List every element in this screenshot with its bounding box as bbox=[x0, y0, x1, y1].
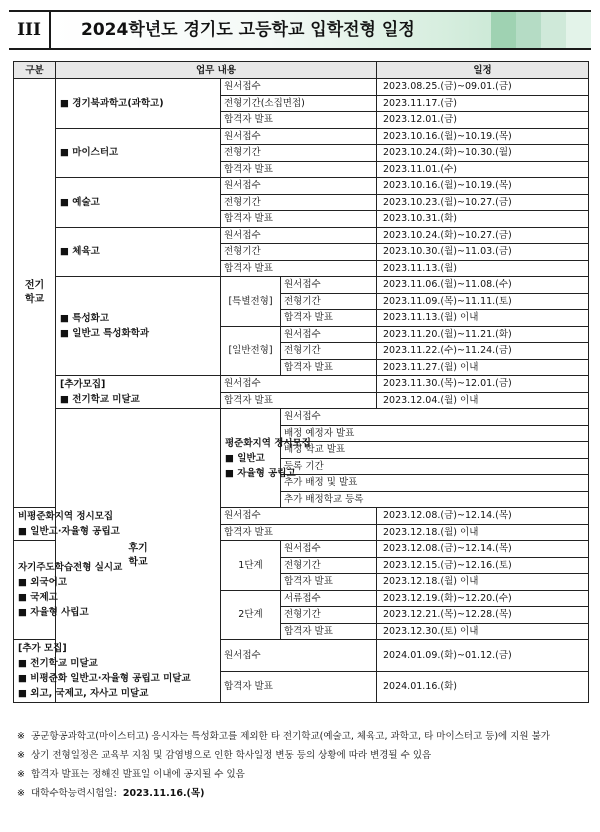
task-cell: 전형기간(소집면접) bbox=[221, 95, 377, 112]
title-stripe bbox=[566, 12, 591, 48]
date-cell: 2023.11.06.(월)~11.08.(수) bbox=[377, 277, 589, 294]
date-cell: 2023.12.01.(금) bbox=[377, 112, 589, 129]
date-cell: 2023.12.30.(토) 이내 bbox=[377, 623, 589, 640]
group-label bbox=[14, 541, 123, 640]
date-cell: 2023.12.18.(월) 이내 bbox=[377, 524, 589, 541]
task-cell: 원서접수 bbox=[281, 277, 377, 294]
group-label-line: ■ 일반고 bbox=[225, 452, 265, 464]
date-cell: 2023.10.31.(화) bbox=[377, 211, 589, 228]
group-label bbox=[56, 277, 221, 376]
date-cell: 2023.10.24.(화)~10.30.(월) bbox=[377, 145, 589, 162]
group-label-line: ■ 외고, 국제고, 자사고 미달교 bbox=[18, 688, 149, 699]
group-label-line: 평준화지역 정시모집 bbox=[225, 437, 311, 449]
task-cell: 합격자 발표 bbox=[221, 161, 377, 178]
date-cell: 2023.11.09.(목)~11.11.(토) bbox=[377, 293, 589, 310]
group-label-line: ■ 예술고 bbox=[60, 196, 100, 208]
date-cell: 2023.10.23.(월)~10.27.(금) bbox=[377, 194, 589, 211]
date-cell: 2023.11.13.(월) bbox=[377, 260, 589, 277]
date-cell: 2023.11.22.(수)~11.24.(금) bbox=[377, 343, 589, 360]
date-cell: 2023.11.13.(월) 이내 bbox=[377, 310, 589, 327]
group-label bbox=[56, 79, 221, 129]
col-header-date: 일정 bbox=[377, 62, 589, 79]
date-cell: 2023.11.01.(수) bbox=[377, 161, 589, 178]
date-cell: 2023.12.15.(금)~12.16.(토) bbox=[377, 557, 589, 574]
note-item: ※ 공군항공과학고(마이스터고) 응시자는 특성화고를 제외한 타 전기학교(예술고, 체육고, 과학고, 타 마이스터고 등)에 지원 불가 bbox=[17, 731, 550, 742]
title-stripes bbox=[491, 12, 591, 48]
task-cell: 합격자 발표 bbox=[221, 211, 377, 228]
date-cell: 2023.10.30.(월)~11.03.(금) bbox=[377, 244, 589, 261]
task-cell: 원서접수 bbox=[221, 128, 377, 145]
task-cell: 합격자 발표 bbox=[221, 524, 377, 541]
group-label-line: ■ 마이스터고 bbox=[60, 147, 119, 159]
date-cell: 2023.12.08.(금)~12.14.(목) bbox=[377, 541, 589, 558]
date-cell: 2024.01.09.(화)~01.12.(금) bbox=[377, 640, 589, 672]
group-label bbox=[56, 227, 221, 277]
date-cell: 2023.10.16.(월)~10.19.(목) bbox=[377, 178, 589, 195]
group-label-line: 자기주도학습전형 실시교 bbox=[18, 562, 123, 573]
table-row bbox=[14, 178, 589, 195]
task-cell: 전형기간 bbox=[221, 244, 377, 261]
date-cell: 2023.10.24.(화)~10.27.(금) bbox=[377, 227, 589, 244]
task-cell: 전형기간 bbox=[221, 145, 377, 162]
group-label bbox=[14, 640, 221, 703]
section-number: III bbox=[9, 12, 51, 48]
note-item: ※ 합격자 발표는 정해진 발표일 이내에 공지될 수 있음 bbox=[17, 769, 245, 780]
task-cell: 등록 기간 bbox=[281, 458, 589, 475]
stage-label: 2단계 bbox=[221, 590, 281, 640]
title-stripe bbox=[516, 12, 541, 48]
task-cell: 원서접수 bbox=[281, 409, 589, 426]
group-label-line: ■ 일반고 특성화학과 bbox=[60, 328, 150, 339]
group-label-line: ■ 외국어고 bbox=[18, 577, 67, 588]
col-header-task: 업무 내용 bbox=[56, 62, 377, 79]
date-cell: 2023.12.19.(화)~12.20.(수) bbox=[377, 590, 589, 607]
task-cell: 합격자 발표 bbox=[281, 359, 377, 376]
task-cell: 전형기간 bbox=[221, 194, 377, 211]
title-stripe bbox=[491, 12, 516, 48]
section-header bbox=[9, 10, 591, 50]
group-label bbox=[56, 178, 221, 228]
date-cell: 2023.11.17.(금) bbox=[377, 95, 589, 112]
task-cell: 원서접수 bbox=[221, 79, 377, 96]
task-cell: 전형기간 bbox=[281, 343, 377, 360]
date-cell: 2023.12.04.(월) 이내 bbox=[377, 392, 589, 409]
group-label bbox=[56, 128, 221, 178]
task-cell: 원서접수 bbox=[221, 508, 377, 525]
category-label: 학교 bbox=[24, 294, 45, 305]
group-label-line: [추가모집] bbox=[60, 379, 106, 390]
task-cell: 합격자 발표 bbox=[221, 671, 377, 703]
date-cell: 2023.11.27.(월) 이내 bbox=[377, 359, 589, 376]
task-cell: 원서접수 bbox=[221, 376, 377, 393]
sub-label: [일반전형] bbox=[221, 326, 281, 376]
task-cell: 합격자 발표 bbox=[281, 574, 377, 591]
table-row bbox=[14, 79, 589, 96]
group-label-line: ■ 비평준화 일반고·자율형 공립고 미달교 bbox=[18, 673, 191, 684]
date-cell: 2023.10.16.(월)~10.19.(목) bbox=[377, 128, 589, 145]
date-cell: 2023.11.20.(월)~11.21.(화) bbox=[377, 326, 589, 343]
table-row bbox=[14, 409, 589, 426]
table-row bbox=[14, 640, 589, 672]
task-cell: 배정 학교 발표 bbox=[281, 442, 589, 459]
category-label: 후기 bbox=[128, 542, 148, 554]
category-label: 학교 bbox=[128, 556, 148, 568]
group-label-line: ■ 자율형 사립고 bbox=[18, 607, 89, 618]
table-row bbox=[14, 227, 589, 244]
category-label: 전기 bbox=[24, 280, 45, 291]
note-item: ※ 상기 전형일정은 교육부 지침 및 감염병으로 인한 학사일정 변동 등의 상황에 따라 변경될 수 있음 bbox=[17, 750, 432, 761]
page-title: 2024학년도 경기도 고등학교 입학전형 일정 bbox=[81, 20, 415, 40]
date-cell: 2023.12.08.(금)~12.14.(목) bbox=[377, 508, 589, 525]
sub-label: [특별전형] bbox=[221, 277, 281, 327]
task-cell: 합격자 발표 bbox=[221, 260, 377, 277]
stage-label: 1단계 bbox=[221, 541, 281, 591]
task-cell: 원서접수 bbox=[221, 227, 377, 244]
group-label bbox=[14, 508, 120, 541]
task-cell: 추가 배정학교 등록 bbox=[281, 491, 589, 508]
task-cell: 배정 예정자 발표 bbox=[281, 425, 589, 442]
table-row bbox=[14, 376, 589, 393]
date-cell: 2023.12.18.(월) 이내 bbox=[377, 574, 589, 591]
group-label-line: ■ 경기북과학고(과학고) bbox=[60, 97, 164, 109]
task-cell: 원서접수 bbox=[221, 640, 377, 672]
group-label-line: ■ 일반고·자율형 공립고 bbox=[18, 526, 120, 537]
group-label-line: 비평준화지역 정시모집 bbox=[18, 511, 114, 522]
col-header-category: 구분 bbox=[14, 62, 56, 79]
task-cell: 합격자 발표 bbox=[281, 310, 377, 327]
date-cell: 2023.11.30.(목)~12.01.(금) bbox=[377, 376, 589, 393]
task-cell: 전형기간 bbox=[281, 607, 377, 624]
category-cell bbox=[14, 79, 56, 508]
task-cell: 전형기간 bbox=[281, 557, 377, 574]
task-cell: 전형기간 bbox=[281, 293, 377, 310]
title-stripe bbox=[541, 12, 566, 48]
group-label-line: ■ 국제고 bbox=[18, 592, 58, 603]
group-label-line: ■ 자율형 공립고 bbox=[225, 467, 296, 479]
group-label-line: ■ 특성화고 bbox=[60, 313, 109, 324]
group-label-line: ■ 전기학교 미달교 bbox=[18, 658, 98, 669]
schedule-table bbox=[13, 61, 589, 703]
date-cell: 2023.12.21.(목)~12.28.(목) bbox=[377, 607, 589, 624]
group-label-line: [추가 모집] bbox=[18, 643, 67, 654]
task-cell: 합격자 발표 bbox=[281, 623, 377, 640]
task-cell: 서류접수 bbox=[281, 590, 377, 607]
table-row bbox=[14, 277, 589, 294]
date-cell: 2023.08.25.(금)~09.01.(금) bbox=[377, 79, 589, 96]
task-cell: 추가 배정 및 발표 bbox=[281, 475, 589, 492]
task-cell: 원서접수 bbox=[281, 326, 377, 343]
task-cell: 합격자 발표 bbox=[221, 112, 377, 129]
task-cell: 원서접수 bbox=[281, 541, 377, 558]
notes bbox=[17, 729, 587, 805]
task-cell: 원서접수 bbox=[221, 178, 377, 195]
table-row bbox=[14, 128, 589, 145]
task-cell: 합격자 발표 bbox=[221, 392, 377, 409]
group-label-line: ■ 체육고 bbox=[60, 246, 100, 258]
group-label-line: ■ 전기학교 미달교 bbox=[60, 394, 140, 405]
exam-date-note: ※ 대학수학능력시험일: 2023.11.16.(목) bbox=[17, 788, 205, 799]
date-cell: 2024.01.16.(화) bbox=[377, 671, 589, 703]
group-label bbox=[56, 376, 221, 409]
header-row bbox=[14, 62, 589, 79]
